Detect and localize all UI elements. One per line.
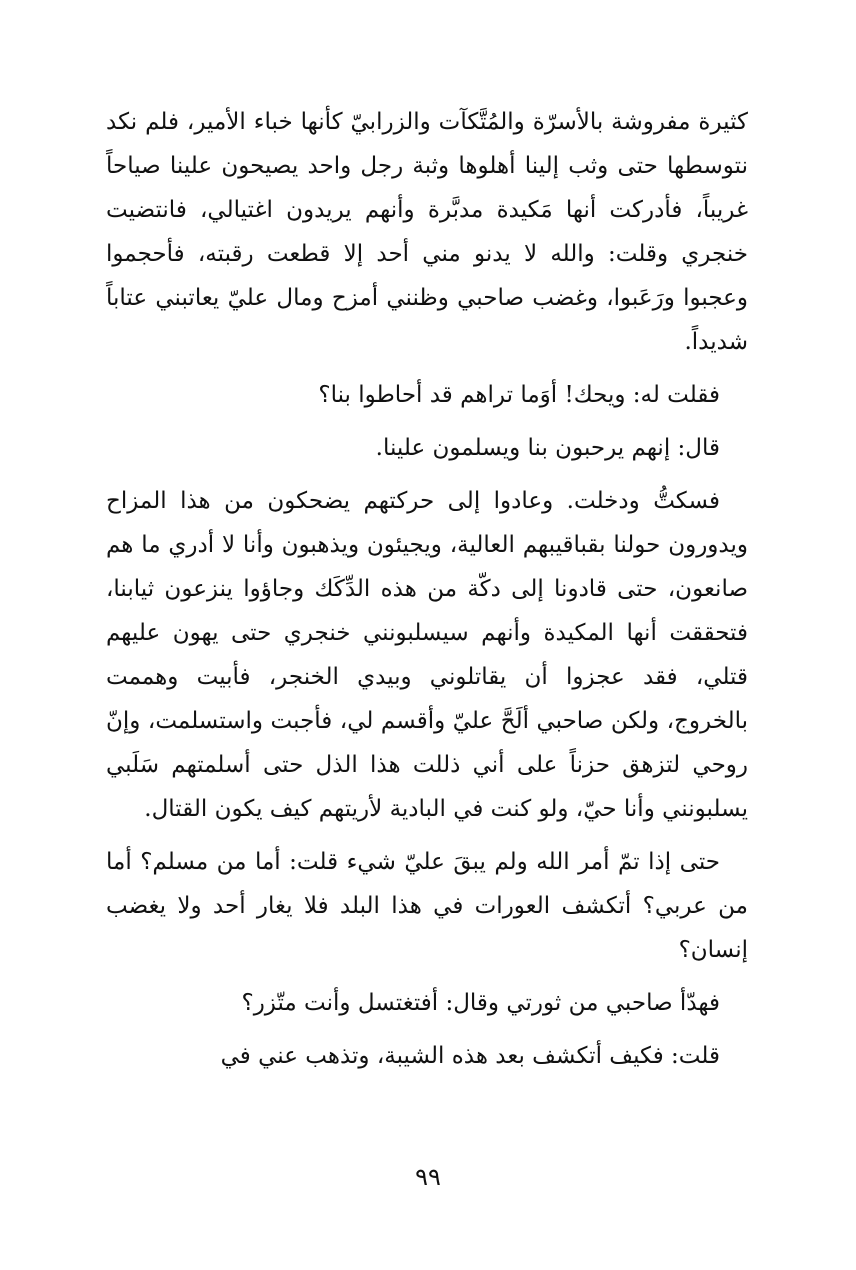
paragraph-1: كثيرة مفروشة بالأسرّة والمُتَّكآت والزرابيّ كأنها خباء الأمير، فلم نكد نتوسطها حتى وثب إلينا أهلوها وثبة رجل واحد يصيحون علينا صياحاً غريباً، فأدركت أنها مَكيدة مدبَّرة وأنهم يريدون اغتيالي، فانتضيت خنجري وقلت: والله لا يدنو مني أحد إلا قطعت رقبته، فأحجموا وعجبوا ورَعَبوا، وغضب صاحبي وظنني أمزح ومال عليّ يعاتبني عتاباً شديداً. bbox=[106, 109, 748, 355]
paragraph-6: فهدّأ صاحبي من ثورتي وقال: أفتغتسل وأنت متّزر؟ bbox=[241, 990, 720, 1016]
paragraph-3: قال: إنهم يرحبون بنا ويسلمون علينا. bbox=[375, 435, 720, 461]
paragraph-4: فسكتُّ ودخلت. وعادوا إلى حركتهم يضحكون من هذا المزاح ويدورون حولنا بقباقيبهم العالية، ويجيئون ويذهبون وأنا لا أدري ما هم صانعون، حتى قادونا إلى دكّة من هذه الدِّكَك وجاؤوا ينزعون ثيابنا، فتحققت أنها المكيدة وأنهم سيسلبونني خنجري حتى يهون عليهم قتلي، فقد عجزوا أن يقاتلوني وبيدي الخنجر، فأبيت وهممت بالخروج، ولكن صاحبي ألَحَّ عليّ وأقسم لي، فأجبت واستسلمت، وإنّ روحي لتزهق حزناً على أني ذللت هذا الذل حتى أسلمتهم سَلَبي يسلبونني وأنا حيّ، ولو كنت في البادية لأريتهم كيف يكون القتال. bbox=[106, 488, 748, 822]
paragraph-7: قلت: فكيف أتكشف بعد هذه الشيبة، وتذهب عني في bbox=[220, 1043, 720, 1069]
paragraph-2: فقلت له: ويحك! أوَما تراهم قد أحاطوا بنا؟ bbox=[318, 382, 720, 408]
paragraph-5: حتى إذا تمّ أمر الله ولم يبقَ عليّ شيء قلت: أما من مسلم؟ أما من عربي؟ أتكشف العورات في هذا البلد فلا يغار أحد ولا يغضب إنسان؟ bbox=[106, 849, 748, 963]
body-text bbox=[106, 100, 748, 1078]
page-number: ٩٩ bbox=[415, 1163, 441, 1191]
